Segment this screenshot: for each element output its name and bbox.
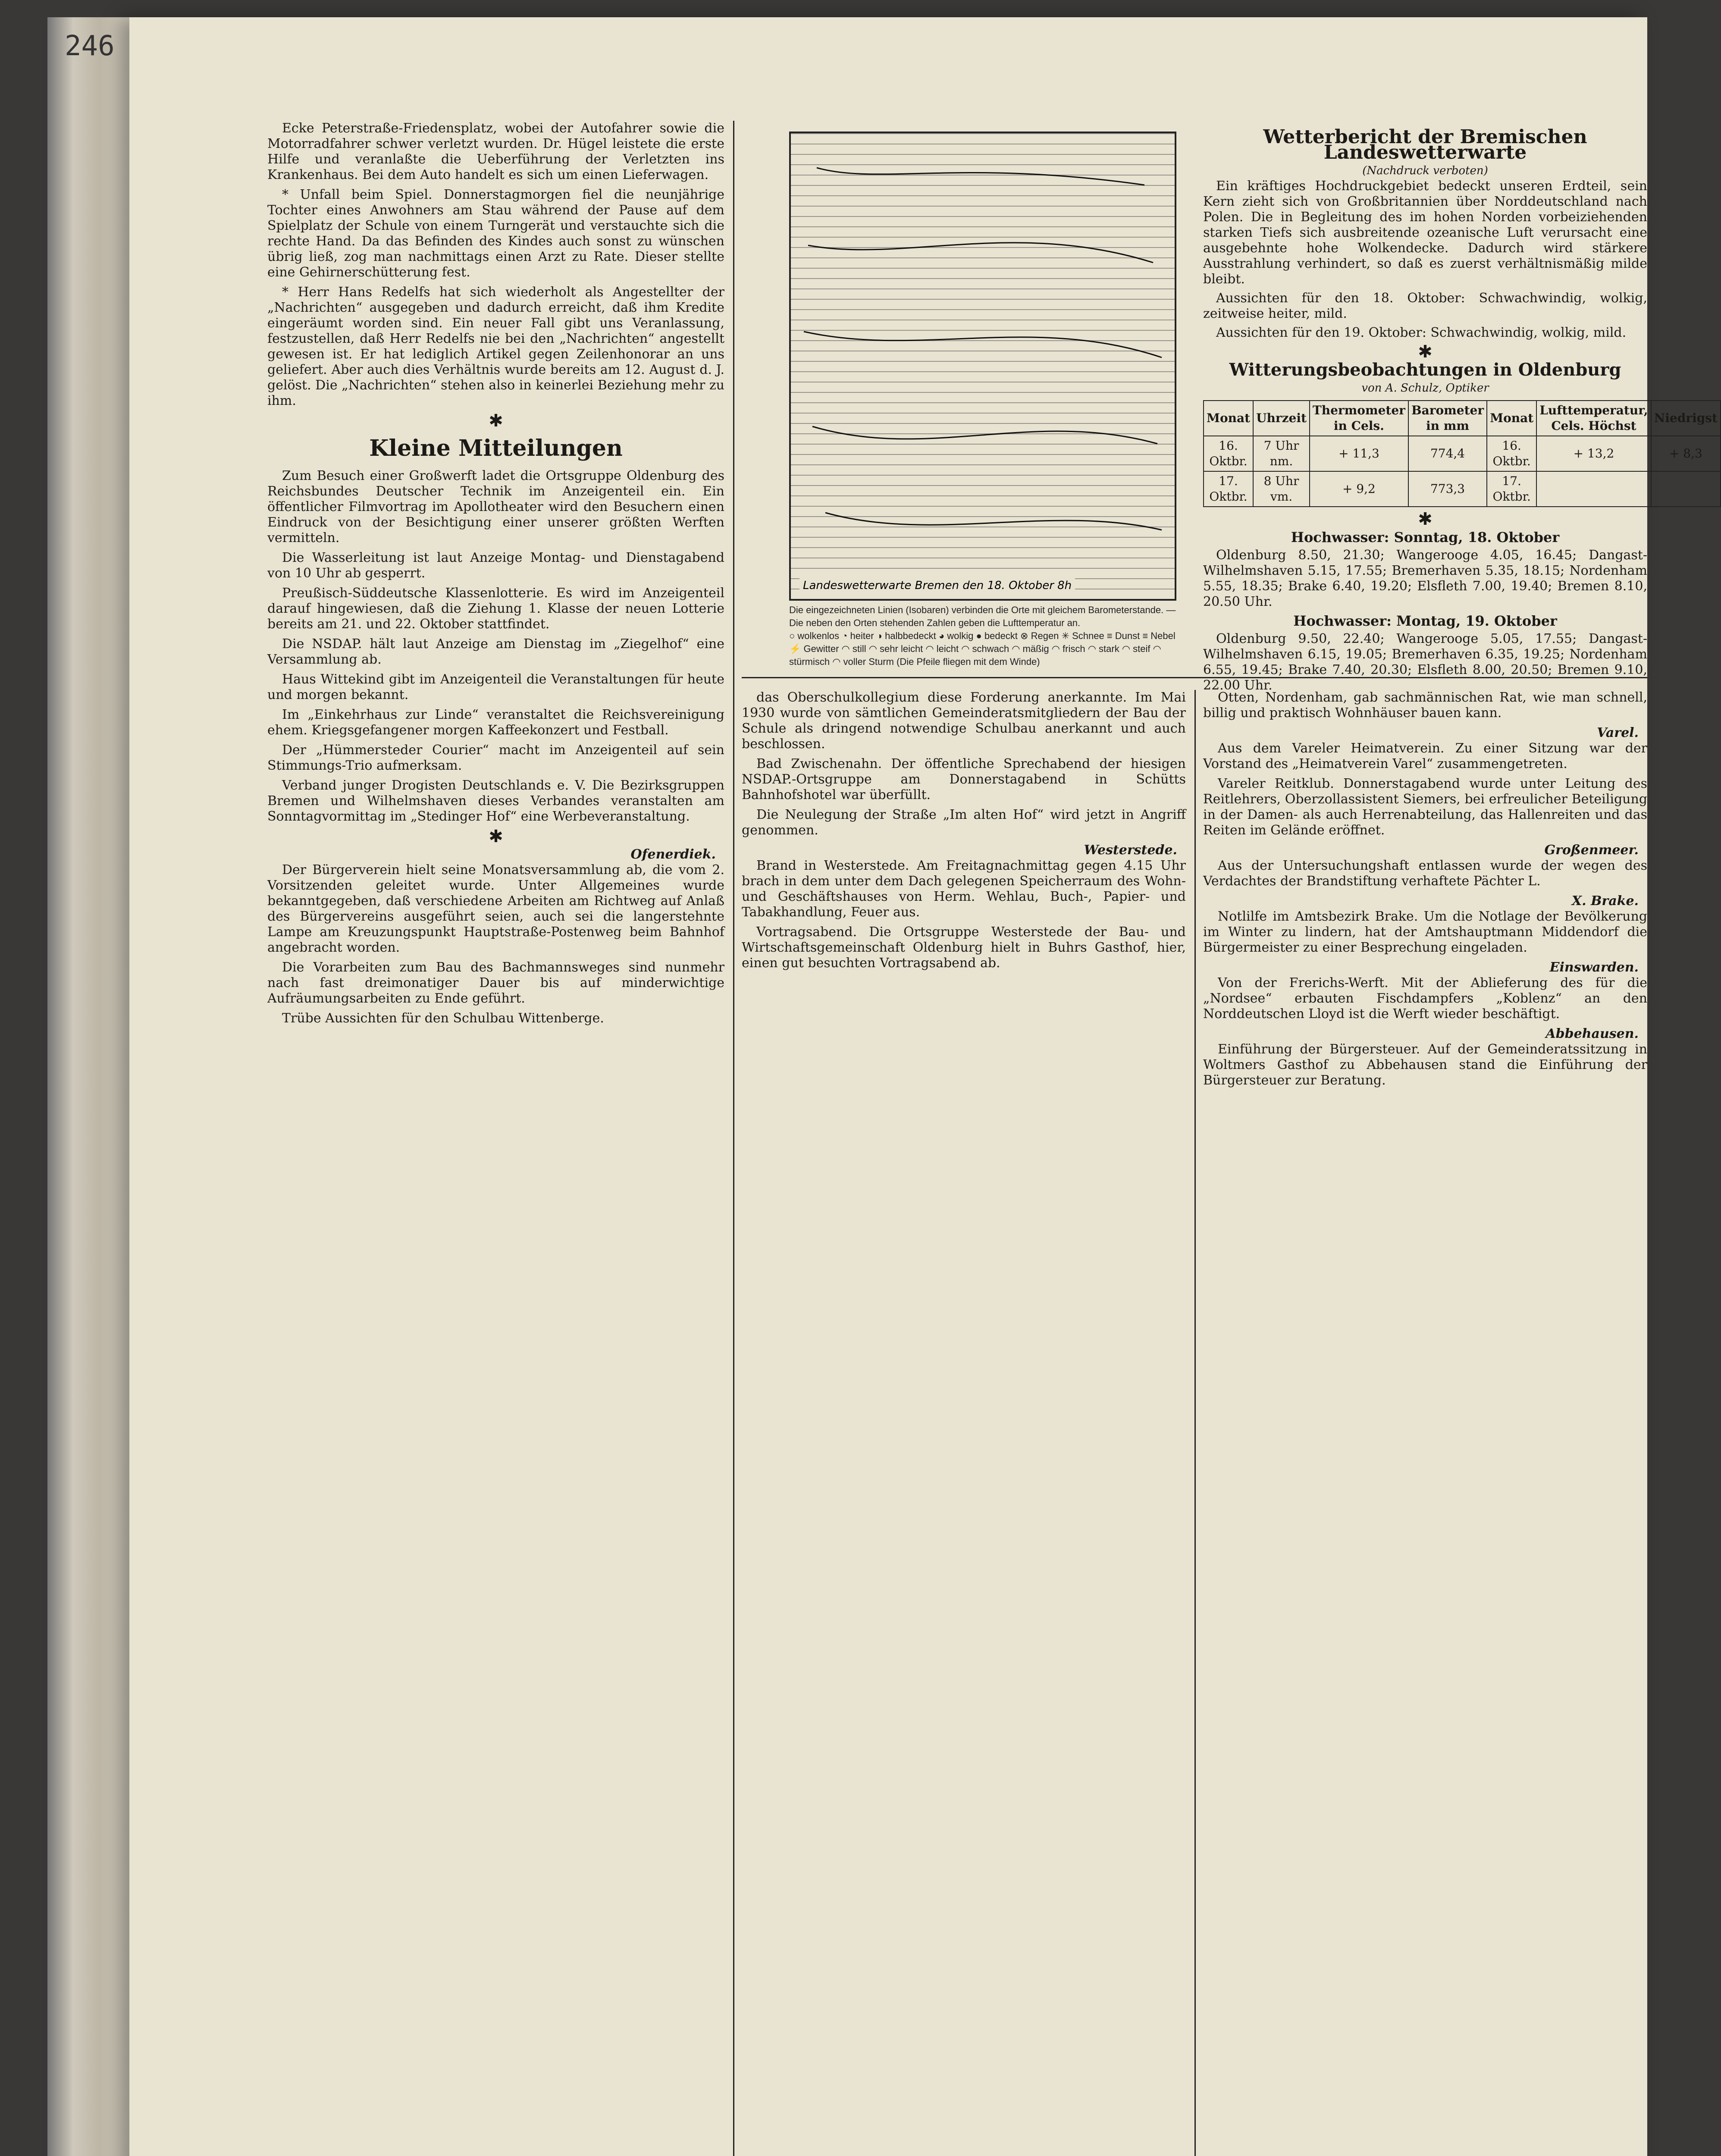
separator-star: ✱: [489, 411, 503, 431]
dateline: Abbehausen.: [1545, 1026, 1639, 1041]
table-header: Barometer in mm: [1408, 401, 1487, 436]
paragraph: Trübe Aussichten für den Schulbau Wittenberge.: [282, 1011, 604, 1026]
dateline: Varel.: [1597, 725, 1639, 740]
paragraph: Preußisch-Süddeutsche Klassenlotterie. Es wird im Anzeigenteil darauf hingewiesen, daß die Ziehung 1. Klasse der neuen Lotterie bereits am 21. und 22. Oktober stattfindet.: [267, 586, 724, 632]
column-1: [267, 121, 724, 2156]
legend-text: Die eingezeichneten Linien (Isobaren) verbinden die Orte mit gleichem Barometerstande. — Die neben den Orten stehenden Zahlen geben die Lufttemperatur an.: [789, 605, 1176, 628]
paragraph: Von der Frerichs-Werft. Mit der Ablieferung des für die „Nordsee“ erbauten Fischdampfers „Koblenz“ an den Norddeutschen Lloyd ist die Werft wieder beschäftigt.: [1203, 975, 1647, 1022]
dateline: Ofenerdiek.: [630, 847, 716, 862]
table-cell: 8 Uhr vm.: [1253, 471, 1310, 507]
table-cell: [1536, 471, 1651, 507]
column-3: [1203, 690, 1647, 2156]
paragraph: Aus dem Vareler Heimatverein. Zu einer Sitzung war der Vorstand des „Heimatverein Varel“ zusammengetreten.: [1203, 741, 1647, 771]
column-rule: [1194, 690, 1196, 2156]
table-cell: + 9,2: [1310, 471, 1408, 507]
dateline: Westerstede.: [1084, 843, 1177, 858]
paragraph: Der Bürgerverein hielt seine Monatsversammlung ab, die vom 2. Vorsitzenden geleitet wurde. Unter Allgemeines wurde bekanntgegeben, daß verschiedene Arbeiten am Richtweg auf Anlaß des Bürgervereins ausgeführt seien, auch sei die langerstehnte Lampe am Kreuzungspunkt Hauptstraße-Postenweg beim Bahnhof angebracht worden.: [267, 862, 724, 955]
paragraph: * Herr Hans Redelfs hat sich wiederholt als Angestellter der „Nachrichten“ ausgegeben und dadurch erreicht, daß ihm Kredite eingeräumt worden sind. Ein neuer Fall gibt uns Veranlassung, festzustellen, daß Herr Redelfs nie bei den „Nachrichten“ angestellt gewesen ist. Er hat lediglich Artikel gegen Zeilenhonorar an uns geliefert. Aber auch dies Verhältnis wurde bereits am 12. August d. J. gelöst. Die „Nachrichten“ stehen also in keinerlei Beziehung mehr zu ihm.: [267, 285, 724, 408]
table-cell: + 13,2: [1536, 436, 1651, 471]
weather-title: Wetterbericht der Bremischen Landeswetterwarte: [1263, 126, 1587, 163]
paragraph: Der „Hümmersteder Courier“ macht im Anzeigenteil auf sein Stimmungs-Trio aufmerksam.: [267, 743, 724, 773]
paragraph: Brand in Westerstede. Am Freitagnachmittag gegen 4.15 Uhr brach in dem unter dem Dach gelegenen Speicherraum des Wohn- und Geschäftshauses von Herm. Wehlau, Buch-, Papier- und Tabakhandlung, Feuer aus.: [742, 858, 1186, 920]
dateline: Großenmeer.: [1544, 843, 1639, 858]
paragraph: Notlilfe im Amtsbezirk Brake. Um die Notlage der Bevölkerung im Winter zu lindern, hat der Amtshauptmann Middendorf die Bürgermeister zu einer Besprechung eingeladen.: [1203, 909, 1647, 955]
paragraph: Vortragsabend. Die Ortsgruppe Westerstede der Bau- und Wirtschaftsgemeinschaft Oldenburg hielt in Buhrs Gasthof, hier, einen gut besuchten Vortragsabend ab.: [742, 924, 1186, 971]
table-cell: + 8,3: [1651, 436, 1721, 471]
observations-subtitle: von A. Schulz, Optiker: [1361, 382, 1489, 395]
paragraph: Einführung der Bürgersteuer. Auf der Gemeinderatssitzung in Woltmers Gasthof zu Abbehausen stand die Einführung der Bürgersteuer zur Beratung.: [1203, 1042, 1647, 1088]
weather-outlook: Aussichten für den 19. Oktober: Schwachwindig, wolkig, mild.: [1216, 325, 1627, 340]
paragraph: Otten, Nordenham, gab sachmännischen Rat, wie man schnell, billig und praktisch Wohnhäuser bauen kann.: [1203, 690, 1647, 721]
paragraph: Ecke Peterstraße-Friedensplatz, wobei der Autofahrer sowie die Motorradfahrer schwer verletzt wurden. Dr. Hügel leistete die erste Hilfe und veranlaßte die Ueberführung der Verletzten ins Krankenhaus. Bei dem Auto handelt es sich um einen Lieferwagen.: [267, 121, 724, 182]
weather-subtitle: (Nachdruck verboten): [1362, 164, 1488, 177]
weather-report: [1203, 126, 1718, 697]
table-cell: 17. Oktbr.: [1204, 471, 1253, 507]
column-2: [742, 690, 1186, 2156]
table-row: [1204, 436, 1721, 471]
weather-text: Ein kräftiges Hochdruckgebiet bedeckt unseren Erdteil, sein Kern zieht sich von Großbritannien über Norddeutschland nach Polen. Die in Begleitung des im hohen Norden vorbeiziehenden starken Tiefs sich ausbreitende ozeanische Luft verursacht eine ausgebehnte hohe Wolkendecke. Dadurch wird stärkere Ausstrahlung verhindert, so daß es zuerst verhältnismäßig milde bleibt.: [1203, 179, 1647, 287]
paragraph: Die Wasserleitung ist laut Anzeige Montag- und Dienstagabend von 10 Uhr ab gesperrt.: [267, 550, 724, 581]
table-cell: 16. Oktbr.: [1487, 436, 1536, 471]
paragraph: Vareler Reitklub. Donnerstagabend wurde unter Leitung des Reitlehrers, Oberzollassistent Siemers, bei erfreulicher Beteiligung in der Damen- als auch Herrenabteilung, das Hallenreiten und das Reiten im Gelände eröffnet.: [1203, 776, 1647, 838]
dateline: Einswarden.: [1549, 960, 1639, 975]
paragraph: das Oberschulkollegium diese Forderung anerkannte. Im Mai 1930 wurde von sämtlichen Gemeinderatsmitgliedern der Bau der Schule als dringend notwendige Schulbau anerkannt und auch beschlossen.: [742, 690, 1186, 752]
table-header: Niedrigst: [1651, 401, 1721, 436]
table-cell: 774,4: [1408, 436, 1487, 471]
weather-outlook: Aussichten für den 18. Oktober: Schwachwindig, wolkig, zeitweise heiter, mild.: [1203, 291, 1647, 321]
table-cell: + 11,3: [1310, 436, 1408, 471]
table-header: Uhrzeit: [1253, 401, 1310, 436]
table-cell: 773,3: [1408, 471, 1487, 507]
separator-star: ✱: [1418, 509, 1433, 529]
high-water-title: Hochwasser: Sonntag, 18. Oktober: [1291, 529, 1560, 545]
observations-table: [1203, 400, 1721, 507]
paragraph: Aus der Untersuchungshaft entlassen wurde der wegen des Verdachtes der Brandstiftung verhaftete Pächter L.: [1203, 858, 1647, 889]
paragraph: Verband junger Drogisten Deutschlands e. V. Die Bezirksgruppen Bremen und Wilhelmshaven dieses Verbandes veranstalten am Sonntagvormittag im „Stedinger Hof“ eine Werbeveranstaltung.: [267, 778, 724, 824]
paragraph: Haus Wittekind gibt im Anzeigenteil die Veranstaltungen für heute und morgen bekannt.: [267, 672, 724, 702]
high-water-title: Hochwasser: Montag, 19. Oktober: [1293, 613, 1557, 629]
paragraph: Die Vorarbeiten zum Bau des Bachmannsweges sind nunmehr nach fast dreimonatiger Dauer bis auf minderwichtige Aufräumungsarbeiten zu Ende geführt.: [267, 960, 724, 1006]
legend-symbols: ○ wolkenlos ◔ heiter ◑ halbbedeckt ◕ wolkig ● bedeckt ⊗ Regen ✳ Schnee ≡ Dunst ≡ Nebel ⚡ Gewitter ◠ still ◠ sehr leicht ◠ leicht ◠ schwach ◠ mäßig ◠ frisch ◠ stark ◠ steif ◠ stürmisch ◠ voller Sturm (Die Pfeile fliegen mit dem Winde): [789, 630, 1176, 667]
separator-star: ✱: [1418, 342, 1433, 362]
table-cell: [1651, 471, 1721, 507]
paragraph: Bad Zwischenahn. Der öffentliche Sprechabend der hiesigen NSDAP.-Ortsgruppe am Donnerstagabend in Schütts Bahnhofshotel war überfüllt.: [742, 756, 1186, 802]
high-water-text: Oldenburg 9.50, 22.40; Wangerooge 5.05, 17.55; Dangast-Wilhelmshaven 6.15, 19.05; Bremerhaven 6.35, 19.25; Nordenham 6.55, 19.45; Brake 7.40, 20.30; Elsfleth 8.00, 20.50; Bremen 9.10, 22.00 Uhr.: [1203, 631, 1647, 693]
column-rule: [733, 121, 734, 2156]
map-legend: [789, 604, 1177, 668]
table-cell: 17. Oktbr.: [1487, 471, 1536, 507]
weather-map: [789, 132, 1176, 601]
page-stack-edge: [47, 17, 134, 2156]
paragraph: Zum Besuch einer Großwerft ladet die Ortsgruppe Oldenburg des Reichsbundes Deutscher Technik im Anzeigenteil ein. Ein öffentlicher Filmvortrag im Apollotheater wird den Besuchern einen Eindruck von der Besichtigung einer unserer größten Werften vermitteln.: [267, 468, 724, 545]
dateline: X. Brake.: [1571, 893, 1639, 909]
map-caption: Landeswetterwarte Bremen den 18. Oktober 8h: [799, 578, 1075, 593]
high-water-text: Oldenburg 8.50, 21.30; Wangerooge 4.05, 16.45; Dangast-Wilhelmshaven 5.15, 17.55; Bremerhaven 5.35, 18.15; Nordenham 5.55, 18.35; Brake 6.40, 19.20; Elsfleth 7.00, 19.40; Bremen 8.10, 20.50 Uhr.: [1203, 548, 1647, 609]
paragraph: Im „Einkehrhaus zur Linde“ veranstaltet die Reichsvereinigung ehem. Kriegsgefangener morgen Kaffeekonzert und Festball.: [267, 707, 724, 738]
paragraph: Die NSDAP. hält laut Anzeige am Dienstag im „Ziegelhof“ eine Versammlung ab.: [267, 636, 724, 667]
observations-title: Witterungsbeobachtungen in Oldenburg: [1229, 360, 1621, 380]
section-heading: Kleine Mitteilungen: [369, 435, 623, 461]
table-header: Monat: [1204, 401, 1253, 436]
table-header: Lufttemperatur, Cels. Höchst: [1536, 401, 1651, 436]
separator-star: ✱: [489, 827, 503, 846]
isobar-lines: [791, 133, 1171, 595]
table-cell: 7 Uhr nm.: [1253, 436, 1310, 471]
table-row: [1204, 471, 1721, 507]
paragraph: Die Neulegung der Straße „Im alten Hof“ wird jetzt in Angriff genommen.: [742, 807, 1186, 838]
table-cell: 16. Oktbr.: [1204, 436, 1253, 471]
paragraph: * Unfall beim Spiel. Donnerstagmorgen fiel die neunjährige Tochter eines Anwohners am Stau während der Pause auf dem Spielplatz der Schule von einem Turngerät und verstauchte sich die rechte Hand. Da das Befinden des Kindes auch sonst zu wünschen übrig ließ, zog man nachmittags einen Arzt zu Rate. Dieser stellte eine Gehirnerschütterung fest.: [267, 187, 724, 280]
page-number: 246: [65, 30, 115, 62]
table-header: Monat: [1487, 401, 1536, 436]
table-header: Thermometer in Cels.: [1310, 401, 1408, 436]
